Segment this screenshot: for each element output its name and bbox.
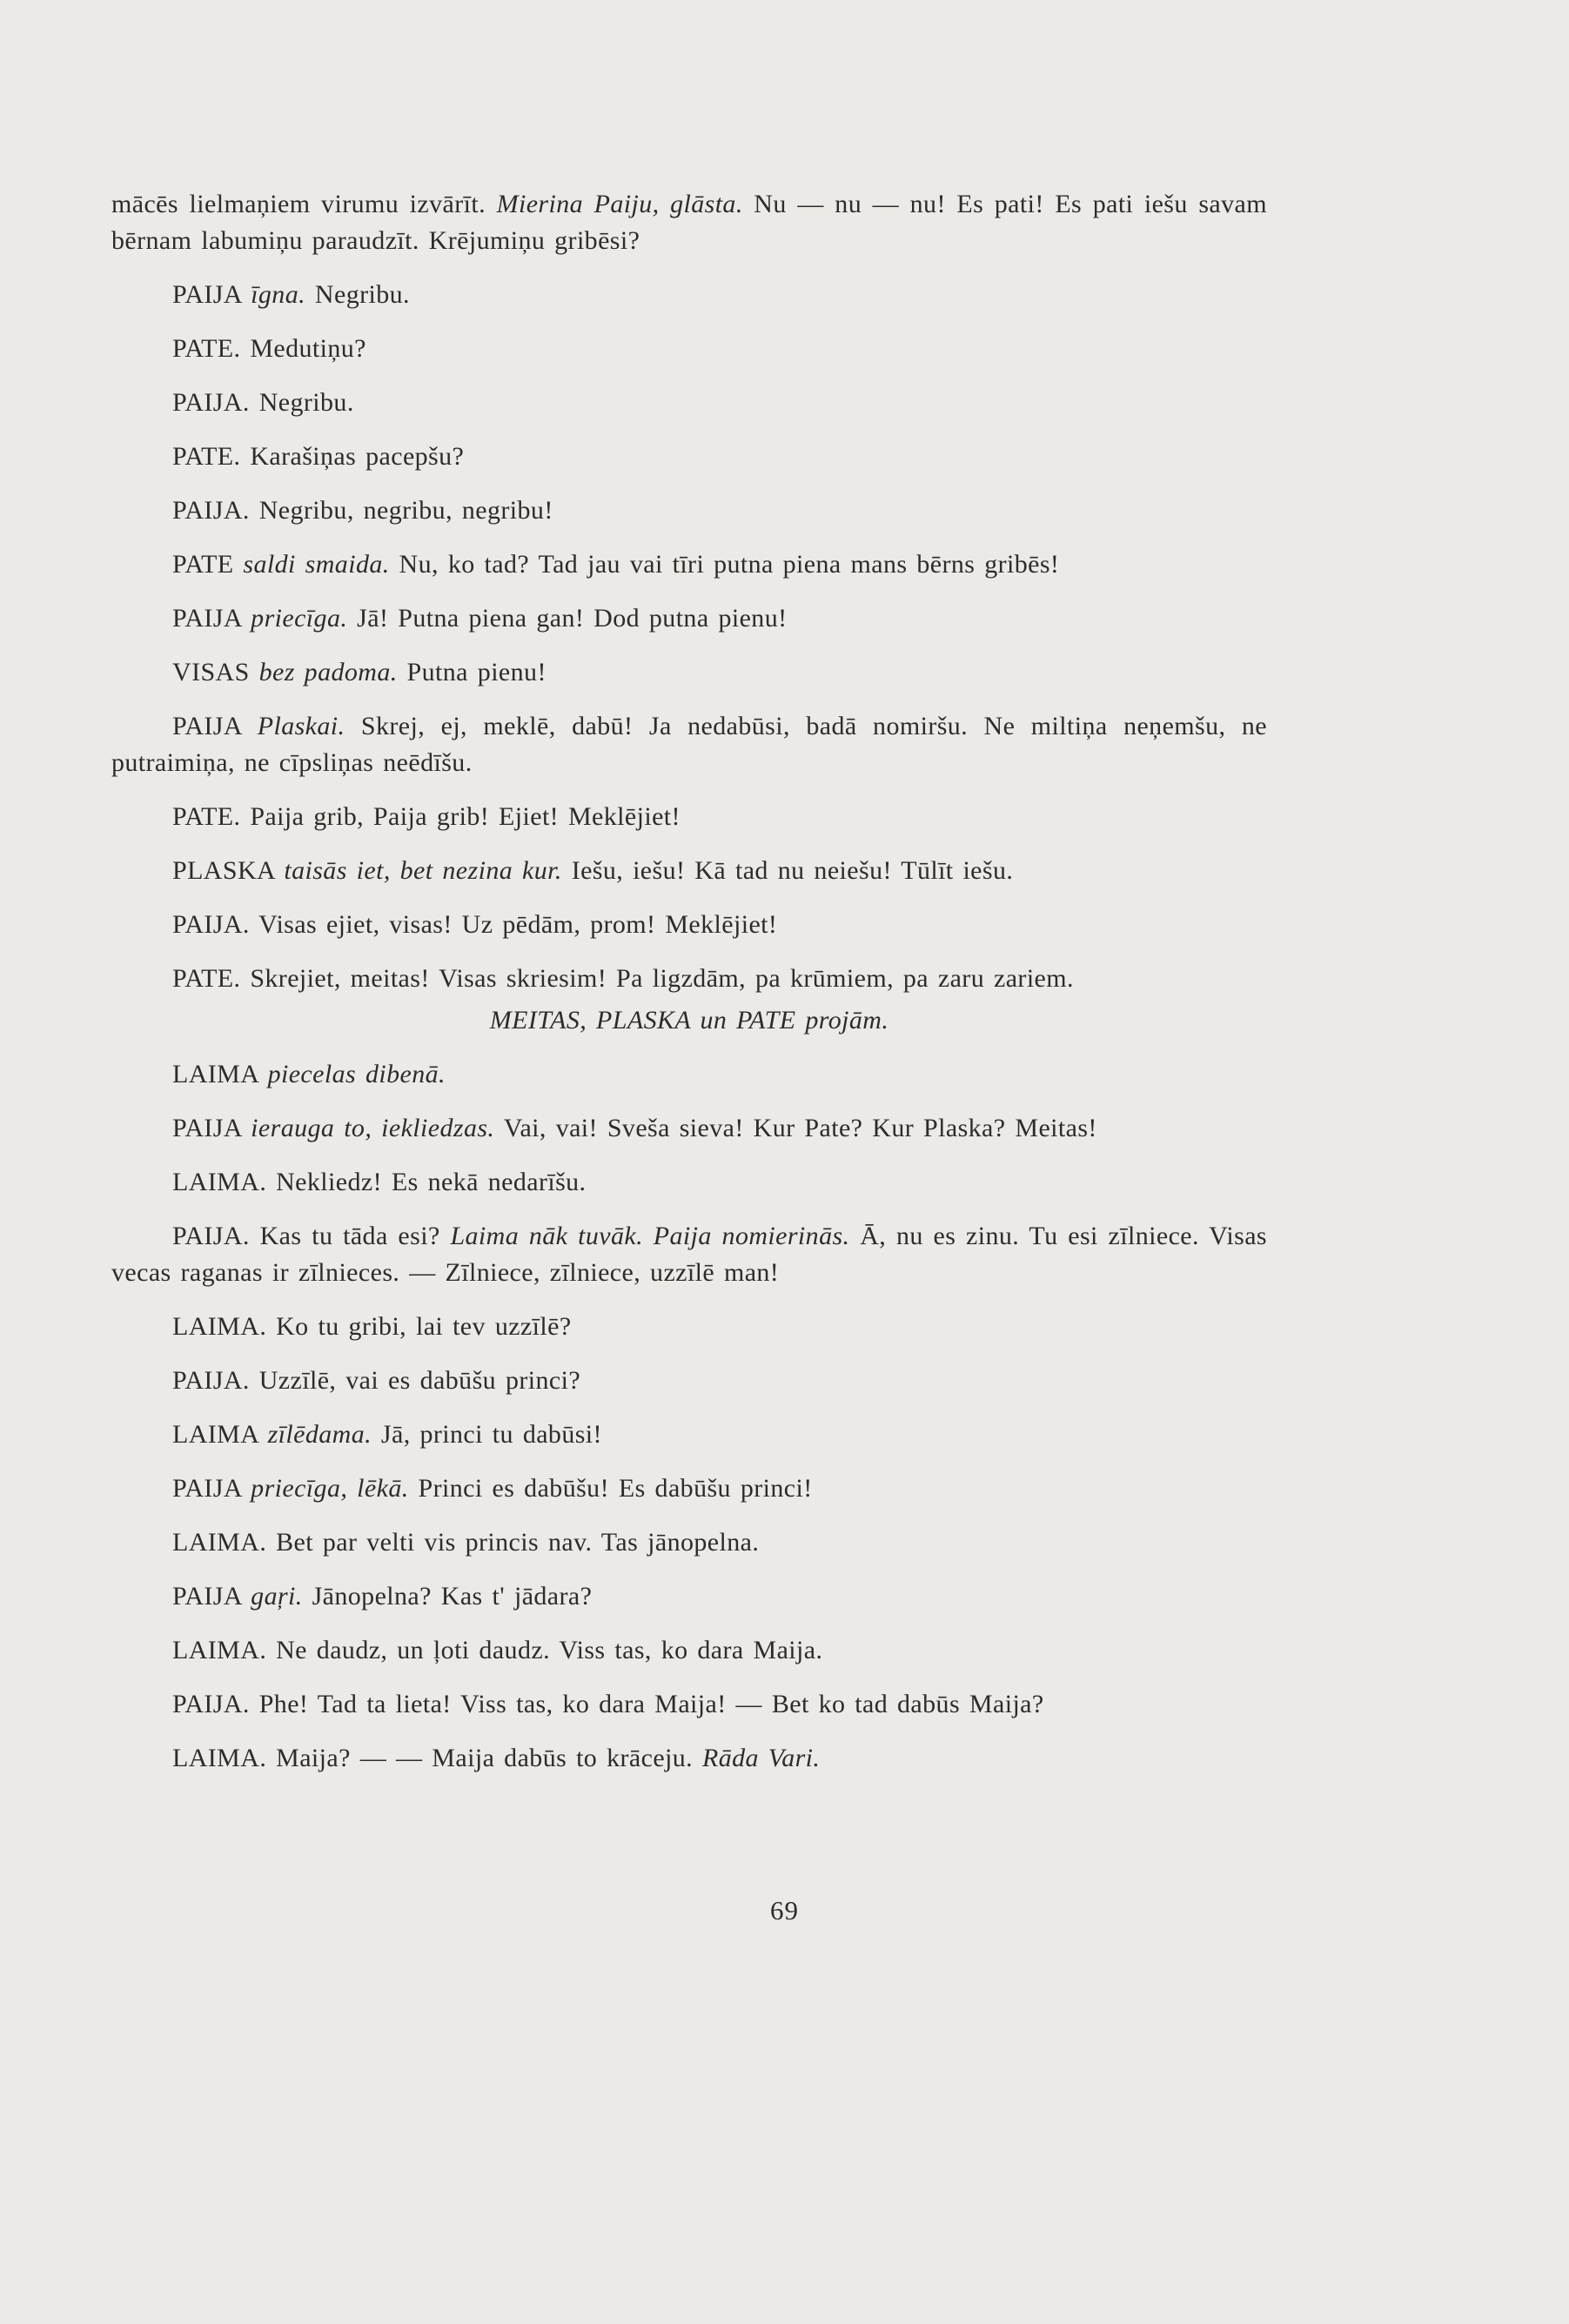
- text-run: LAIMA. Nekliedz! Es nekā nedarīšu.: [172, 1168, 587, 1196]
- dialogue-paragraph: [111, 1417, 1267, 1453]
- text-run: Jānopelna? Kas t' jādara?: [302, 1582, 593, 1611]
- text-run: PLASKA: [172, 856, 285, 885]
- text-run: LAIMA. Ko tu gribi, lai tev uzzīlē?: [172, 1312, 572, 1341]
- text-run: LAIMA. Ne daudz, un ļoti daudz. Viss tas, ko dara Maija.: [172, 1636, 823, 1664]
- dialogue-paragraph: [111, 1524, 1267, 1561]
- dialogue-paragraph: [111, 961, 1267, 997]
- dialogue-paragraph: [111, 1686, 1267, 1723]
- text-run: PAIJA. Negribu, negribu, negribu!: [172, 496, 553, 525]
- dialogue-paragraph: [111, 1363, 1267, 1399]
- text-run: Jā! Putna piena gan! Dod putna pienu!: [347, 604, 788, 633]
- text-run: PATE. Skrejiet, meitas! Visas skriesim! Pa ligzdām, pa krūmiem, pa zaru zariem.: [172, 964, 1074, 993]
- italic-direction: gaŗi.: [251, 1582, 303, 1611]
- dialogue-paragraph: [111, 186, 1267, 259]
- italic-direction: piecelas dibenā.: [267, 1060, 446, 1088]
- italic-direction: zīlēdama.: [267, 1420, 372, 1449]
- dialogue-paragraph: [111, 492, 1267, 529]
- dialogue-paragraph: [111, 331, 1267, 367]
- dialogue-paragraph: [111, 1110, 1267, 1147]
- dialogue-paragraph: [111, 1470, 1267, 1507]
- text-run: PAIJA: [172, 1114, 251, 1142]
- text-run: Nu, ko tad? Tad jau vai tīri putna piena mans bērns gribēs!: [389, 550, 1060, 579]
- text-run: PATE. Medutiņu?: [172, 334, 366, 363]
- text-run: PAIJA: [172, 280, 251, 309]
- dialogue-paragraph: [111, 907, 1267, 943]
- dialogue-paragraph: [111, 1164, 1267, 1201]
- text-run: PAIJA: [172, 604, 251, 633]
- text-run: PATE: [172, 550, 244, 579]
- italic-direction: Rāda Vari.: [701, 1744, 821, 1772]
- italic-direction: saldi smaida.: [243, 550, 390, 579]
- italic-direction: priecīga.: [251, 604, 348, 633]
- stage-direction: [111, 1002, 1267, 1039]
- text-run: mācēs lielmaņiem virumu izvārīt.: [111, 190, 497, 218]
- text-run: PAIJA. Negribu.: [172, 388, 354, 417]
- dialogue-paragraph: [111, 1740, 1267, 1777]
- dialogue-paragraph: [111, 546, 1267, 583]
- italic-direction: Mierina Paiju, glāsta.: [496, 190, 743, 218]
- text-run: Negribu.: [305, 280, 410, 309]
- play-text: [111, 186, 1267, 1794]
- text-run: LAIMA: [172, 1420, 268, 1449]
- text-run: Vai, vai! Sveša sieva! Kur Pate? Kur Plaska? Meitas!: [494, 1114, 1097, 1142]
- dialogue-paragraph: [111, 708, 1267, 781]
- text-run: PAIJA. Phe! Tad ta lieta! Viss tas, ko dara Maija! — Bet ko tad dabūs Maija?: [172, 1690, 1044, 1718]
- dialogue-paragraph: [111, 1578, 1267, 1615]
- italic-direction: bez padoma.: [258, 658, 398, 686]
- text-run: PAIJA: [172, 712, 258, 740]
- italic-direction: MEITAS, PLASKA un PATE projām.: [489, 1006, 889, 1035]
- italic-direction: Plaskai.: [257, 712, 345, 740]
- text-run: Jā, princi tu dabūsi!: [372, 1420, 602, 1449]
- text-run: PAIJA. Visas ejiet, visas! Uz pēdām, prom! Meklējiet!: [172, 910, 778, 939]
- dialogue-paragraph: [111, 1218, 1267, 1291]
- dialogue-paragraph: [111, 600, 1267, 637]
- page-number: 69: [770, 1895, 799, 1926]
- dialogue-paragraph: [111, 1309, 1267, 1345]
- italic-direction: īgna.: [251, 280, 306, 309]
- text-run: PAIJA. Kas tu tāda esi?: [172, 1222, 451, 1250]
- text-run: LAIMA: [172, 1060, 268, 1088]
- dialogue-paragraph: [111, 1056, 1267, 1093]
- text-run: Nu — nu — nu! Es pati! Es pati iešu savam bērnam labumiņu paraudzīt. Krējumiņu gribēsi?: [111, 190, 1267, 255]
- dialogue-paragraph: [111, 439, 1267, 475]
- text-run: Skrej, ej, meklē, dabū! Ja nedabūsi, badā nomiršu. Ne miltiņa neņemšu, ne putraimiņa, ne cīpsliņas neēdīšu.: [111, 712, 1267, 777]
- dialogue-paragraph: [111, 654, 1267, 691]
- text-run: Ā, nu es zinu. Tu esi zīlniece. Visas vecas raganas ir zīlnieces. — Zīlniece, zīlniece, uzzīlē man!: [111, 1222, 1267, 1287]
- text-run: PATE. Paija grib, Paija grib! Ejiet! Meklējiet!: [172, 802, 681, 831]
- dialogue-paragraph: [111, 277, 1267, 313]
- text-run: VISAS: [172, 658, 259, 686]
- text-run: Putna pienu!: [397, 658, 546, 686]
- text-run: PAIJA: [172, 1582, 251, 1611]
- text-run: Princi es dabūšu! Es dabūšu princi!: [408, 1474, 813, 1503]
- italic-direction: priecīga, lēkā.: [251, 1474, 409, 1503]
- italic-direction: taisās iet, bet nezina kur.: [284, 856, 562, 885]
- text-run: PAIJA: [172, 1474, 251, 1503]
- dialogue-paragraph: [111, 385, 1267, 421]
- text-run: PATE. Karašiņas pacepšu?: [172, 442, 465, 471]
- dialogue-paragraph: [111, 1632, 1267, 1669]
- dialogue-paragraph: [111, 799, 1267, 835]
- dialogue-paragraph: [111, 853, 1267, 889]
- text-run: LAIMA. Maija? — — Maija dabūs to krāceju.: [172, 1744, 702, 1772]
- text-run: Iešu, iešu! Kā tad nu neiešu! Tūlīt iešu.: [561, 856, 1014, 885]
- text-run: PAIJA. Uzzīlē, vai es dabūšu princi?: [172, 1366, 581, 1395]
- italic-direction: ierauga to, iekliedzas.: [251, 1114, 495, 1142]
- text-run: LAIMA. Bet par velti vis princis nav. Tas jānopelna.: [172, 1528, 760, 1557]
- italic-direction: Laima nāk tuvāk. Paija nomierinās.: [450, 1222, 850, 1250]
